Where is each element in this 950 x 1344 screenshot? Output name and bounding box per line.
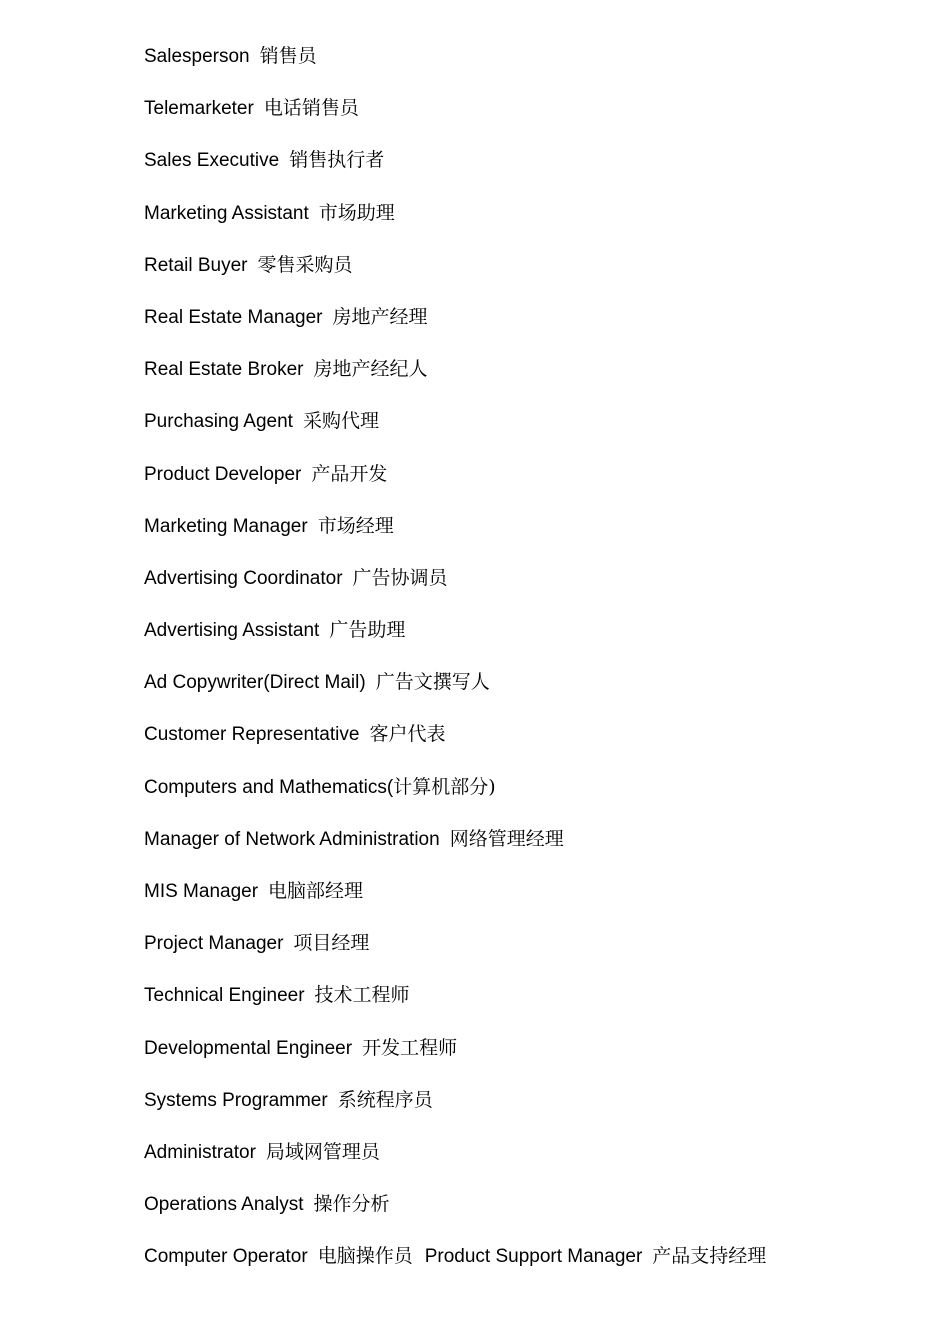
entry-line [144,668,924,720]
chinese-term-second: 产品支持经理 [652,1245,767,1268]
entry-line [144,355,924,407]
entry-line [144,460,924,512]
document-page [144,42,924,1295]
chinese-term: 广告助理 [329,619,406,642]
english-term: Computer Operator [144,1246,308,1268]
chinese-term: 客户代表 [369,723,446,746]
entry-line [144,877,924,929]
entry-line [144,199,924,251]
english-term: Ad Copywriter(Direct Mail) [144,672,366,694]
entry-line [144,825,924,877]
entry-line [144,616,924,668]
chinese-term: 房地产经纪人 [313,358,428,381]
entry-line [144,42,924,94]
english-term: Marketing Manager [144,515,308,537]
english-term: Marketing Assistant [144,202,309,224]
entry-line [144,94,924,146]
chinese-term: 操作分析 [313,1193,390,1216]
chinese-term: 采购代理 [302,410,379,433]
chinese-term: 产品开发 [311,462,388,485]
chinese-term: 项目经理 [293,932,370,955]
english-term: Purchasing Agent [144,411,293,433]
entry-line [144,1086,924,1138]
english-term: Developmental Engineer [144,1037,353,1059]
english-term: Advertising Coordinator [144,567,343,589]
english-term: Customer Representative [144,724,360,746]
entry-line [144,564,924,616]
chinese-term: 市场助理 [318,201,395,224]
entry-line [144,1242,924,1294]
english-term: Salesperson [144,46,250,67]
english-term: MIS Manager [144,881,259,902]
english-term: Real Estate Broker [144,359,304,381]
english-term: Retail Buyer [144,254,248,276]
chinese-term: 局域网管理员 [265,1140,380,1163]
english-term: Systems Programmer [144,1089,328,1111]
entry-line [144,251,924,303]
chinese-term: 销售员 [259,45,317,67]
english-term: Project Manager [144,933,284,955]
section-heading-line [144,773,924,825]
entry-line [144,407,924,459]
entry-line [144,1190,924,1242]
entry-line [144,1034,924,1086]
entry-line [144,512,924,564]
chinese-term: 销售执行者 [289,149,385,172]
chinese-term: 广告协调员 [352,566,448,589]
chinese-term: 技术工程师 [314,984,410,1007]
english-term: Real Estate Manager [144,306,323,328]
english-term: Administrator [144,1141,256,1163]
english-term: Technical Engineer [144,985,305,1007]
english-term-second: Product Support Manager [424,1246,643,1268]
chinese-term: 电脑部经理 [268,880,364,902]
chinese-term: 广告文撰写人 [375,671,490,694]
english-term: Operations Analyst [144,1194,304,1216]
section-heading-english: Computers and Mathematics( [144,776,394,798]
entry-line [144,981,924,1033]
chinese-term: 开发工程师 [362,1036,458,1059]
entry-line [144,720,924,772]
chinese-term: 市场经理 [317,514,394,537]
section-heading-chinese: 计算机部分) [393,775,496,798]
chinese-term: 电话销售员 [263,97,359,120]
entry-line [144,929,924,981]
english-term: Advertising Assistant [144,620,320,642]
english-term: Product Developer [144,463,302,485]
entry-line [144,146,924,198]
english-term: Telemarketer [144,98,254,120]
chinese-term: 系统程序员 [337,1088,433,1111]
entry-line [144,303,924,355]
chinese-term: 网络管理经理 [449,827,564,850]
chinese-term: 电脑操作员 [317,1245,413,1268]
entry-line [144,1138,924,1190]
english-term: Sales Executive [144,150,280,172]
english-term: Manager of Network Administration [144,828,440,850]
chinese-term: 房地产经理 [332,305,428,328]
chinese-term: 零售采购员 [257,253,353,276]
